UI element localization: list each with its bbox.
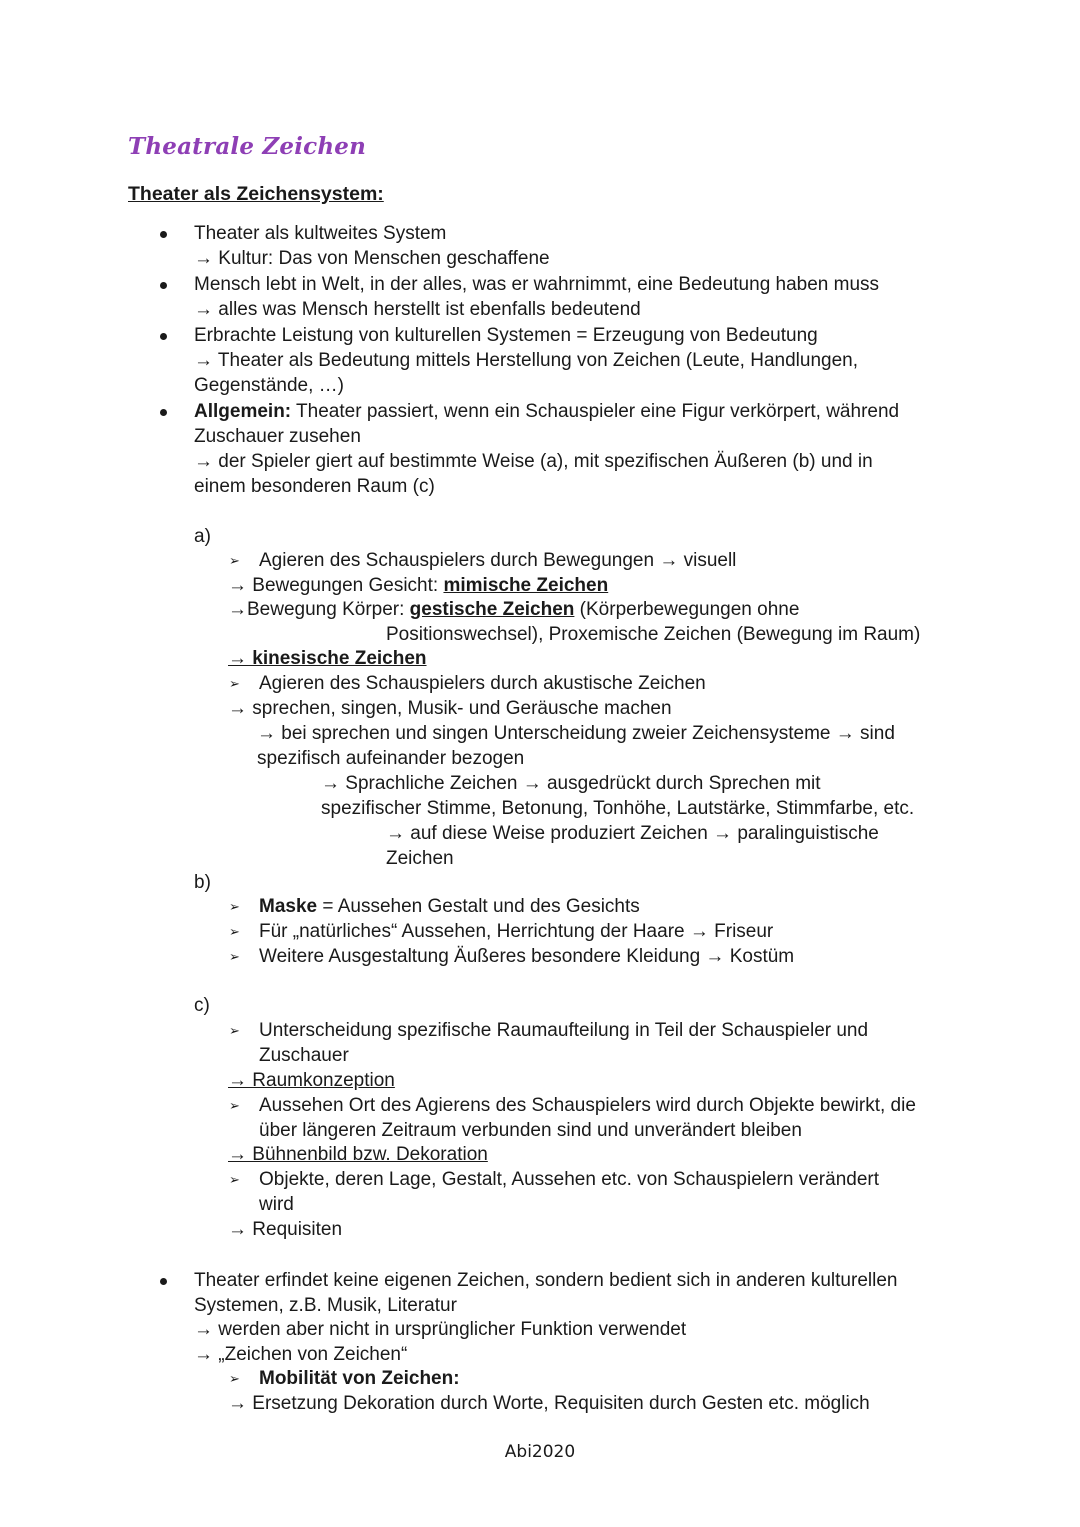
text-line: spezifischer Stimme, Betonung, Tonhöhe, Lautstärke, Stimmfarbe, etc. [321,798,915,819]
text-line: Zuschauer zusehen [194,426,361,447]
text-fragment: → Bewegungen Gesicht: [228,575,444,596]
bullet-dot [160,282,167,289]
text-line: → „Zeichen von Zeichen“ [194,1344,408,1365]
text-line: Unterscheidung spezifische Raumaufteilung in Teil der Schauspieler und [259,1020,869,1041]
text-line: Agieren des Schauspielers durch Bewegungen → visuell [259,550,737,571]
text-line: → alles was Mensch herstellt ist ebenfalls bedeutend [194,299,641,320]
chevron-bullet-icon: ➢ [229,1371,240,1386]
text-line: → bei sprechen und singen Unterscheidung zweier Zeichensysteme → sind [257,723,895,744]
page-title: Theatrale Zeichen [128,133,367,160]
text-line: Weitere Ausgestaltung Äußeres besondere Kleidung → Kostüm [259,946,795,967]
text-line: über längeren Zeitraum verbunden sind und unverändert bleiben [259,1120,802,1141]
text-line: Theater erfindet keine eigenen Zeichen, sondern bedient sich in anderen kulturellen [194,1270,898,1291]
text-line: → Ersetzung Dekoration durch Worte, Requisiten durch Gesten etc. möglich [228,1393,870,1414]
sub-label-a: a) [194,526,211,547]
text-line: Gegenstände, …) [194,375,344,396]
text-line: Für „natürliches“ Aussehen, Herrichtung der Haare → Friseur [259,921,774,942]
text-fragment: Theater passiert, wenn ein Schauspieler eine Figur verkörpert, während [291,401,900,422]
bullet-dot [160,333,167,340]
text-line: → der Spieler giert auf bestimmte Weise (a), mit spezifischen Äußeren (b) und in [194,451,873,472]
text-line: → Requisiten [228,1219,343,1240]
term-maske: Maske [259,896,318,917]
text-fragment: = Aussehen Gestalt und des Gesichts [317,896,640,917]
term-gestische: gestische Zeichen [409,599,575,620]
bullet-dot [160,1278,167,1285]
text-line: Zuschauer [259,1045,349,1066]
bullet-dot [160,231,167,238]
text-line: → Kultur: Das von Menschen geschaffene [194,248,550,269]
text-fragment: (Körperbewegungen ohne [574,599,800,620]
sub-label-b: b) [194,872,211,893]
text-line: → sprechen, singen, Musik- und Geräusche machen [228,698,672,719]
bullet-dot [160,409,167,416]
page-footer: Abi2020 [504,1442,576,1462]
term-kinesische: → kinesische Zeichen [228,648,427,669]
term-mimische: mimische Zeichen [443,575,609,596]
text-line [259,895,640,920]
text-line [228,574,608,599]
text-line: Agieren des Schauspielers durch akustische Zeichen [259,673,706,694]
text-line [194,400,899,425]
text-line: → auf diese Weise produziert Zeichen → paralinguistische [386,823,879,844]
text-fragment: →Bewegung Körper: [228,599,410,620]
chevron-bullet-icon: ➢ [229,949,240,964]
text-line: Erbrachte Leistung von kulturellen Systemen = Erzeugung von Bedeutung [194,325,818,346]
chevron-bullet-icon: ➢ [229,899,240,914]
section-heading: Theater als Zeichensystem: [128,183,384,205]
term-mobilitaet: Mobilität von Zeichen: [259,1368,460,1389]
text-line: Positionswechsel), Proxemische Zeichen (Bewegung im Raum) [386,624,921,645]
text-line [228,598,799,623]
chevron-bullet-icon: ➢ [229,1172,240,1187]
chevron-bullet-icon: ➢ [229,924,240,939]
chevron-bullet-icon: ➢ [229,553,240,568]
text-line: Zeichen [386,848,454,869]
text-line: Systemen, z.B. Musik, Literatur [194,1295,457,1316]
term-raumkonzeption: → Raumkonzeption [228,1070,395,1091]
bold-label: Allgemein: [194,401,292,422]
chevron-bullet-icon: ➢ [229,676,240,691]
chevron-bullet-icon: ➢ [229,1023,240,1038]
text-line: Aussehen Ort des Agierens des Schauspielers wird durch Objekte bewirkt, die [259,1095,916,1116]
text-line: → Sprachliche Zeichen → ausgedrückt durch Sprechen mit [321,773,821,794]
sub-label-c: c) [194,995,210,1016]
text-line: wird [259,1194,294,1215]
text-line: → Theater als Bedeutung mittels Herstellung von Zeichen (Leute, Handlungen, [194,350,858,371]
text-line: Objekte, deren Lage, Gestalt, Aussehen etc. von Schauspielern verändert [259,1169,879,1190]
text-line: → werden aber nicht in ursprünglicher Funktion verwendet [194,1319,687,1340]
text-line: Theater als kultweites System [194,223,447,244]
term-buehnenbild: → Bühnenbild bzw. Dekoration [228,1144,488,1165]
text-line: spezifisch aufeinander bezogen [257,748,525,769]
text-line: einem besonderen Raum (c) [194,476,435,497]
text-line: Mensch lebt in Welt, in der alles, was er wahrnimmt, eine Bedeutung haben muss [194,274,880,295]
chevron-bullet-icon: ➢ [229,1098,240,1113]
